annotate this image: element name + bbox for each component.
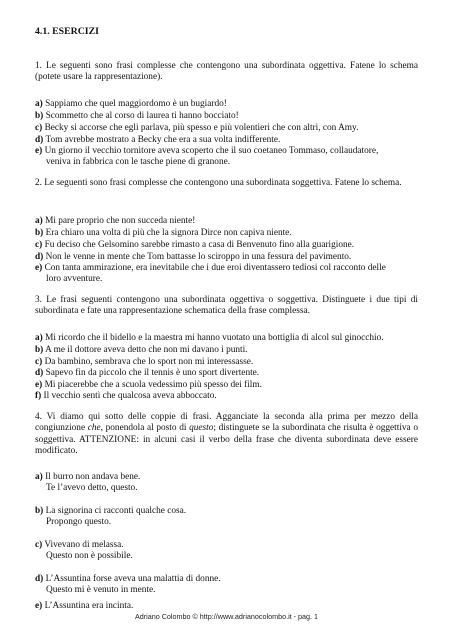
item-text: Mi piacerebbe che a scuola vedessimo più spesso dei film. bbox=[44, 380, 262, 390]
item-text: Un giorno il vecchio tornitore aveva scoperto che il suo coetaneo Tommaso, collaudatore, bbox=[44, 146, 379, 156]
instructions-text: ; distinguete se la subordinata che risulta è oggettiva o soggettiva. ATTENZIONE: in alcuni casi il verbo della frase che diventa subordinata deve essere modificato. bbox=[35, 423, 418, 457]
exercise-4-item-b bbox=[35, 506, 418, 529]
item-label: d) bbox=[35, 574, 44, 584]
item-text: Non le venne in mente che Tom battasse lo sciroppo in una fessura del pavimento. bbox=[45, 252, 352, 262]
item-label: c) bbox=[35, 357, 43, 367]
exercise-1-item-c bbox=[35, 123, 418, 134]
item-label: a) bbox=[35, 333, 43, 343]
item-text: L’Assuntina era incinta. bbox=[44, 601, 134, 611]
exercise-2-item-d bbox=[35, 252, 418, 263]
item-label: a) bbox=[35, 472, 43, 482]
item-text: La signorina ci racconti qualche cosa. bbox=[45, 506, 187, 516]
exercise-4-item-d bbox=[35, 574, 418, 597]
exercise-3-item-e bbox=[35, 380, 418, 391]
exercise-1-instructions: 1. Le seguenti sono frasi complesse che contengono una subordinata oggettiva. Fatene lo schema (potete usare la rappresentazione). bbox=[35, 61, 418, 83]
item-text: Tom avrebbe mostrato a Becky che era a sua volta indifferente. bbox=[45, 135, 281, 145]
item-label: e) bbox=[35, 601, 43, 611]
item-label: b) bbox=[35, 345, 44, 355]
item-label: b) bbox=[35, 228, 44, 238]
exercise-1-item-a bbox=[35, 99, 418, 110]
exercise-3-item-d bbox=[35, 368, 418, 379]
item-text: Sappiamo che quel maggiordomo è un bugiardo! bbox=[45, 99, 227, 109]
item-text: Becky si accorse che egli parlava, più spesso e più volentieri che con altri, con Amy. bbox=[44, 123, 359, 133]
exercise-2-item-c bbox=[35, 240, 418, 251]
item-text-continued: veniva in fabbrica con le tasche piene di granone. bbox=[46, 157, 231, 168]
item-text: Mi ricordo che il bidello e la maestra mi hanno vuotato una bottiglia di alcol sul ginocchio. bbox=[45, 333, 384, 343]
item-label: e) bbox=[35, 146, 43, 156]
item-label: e) bbox=[35, 263, 43, 273]
exercise-1-item-e bbox=[35, 146, 418, 169]
item-text: Con tanta ammirazione, era inevitabile che i due eroi diventassero tediosi col racconto delle bbox=[44, 263, 386, 273]
exercise-2-item-e bbox=[35, 263, 418, 286]
item-label: c) bbox=[35, 540, 43, 550]
item-text-second: Propongo questo. bbox=[46, 517, 112, 528]
item-text: Mi pare proprio che non succeda niente! bbox=[45, 216, 196, 226]
item-label: d) bbox=[35, 135, 44, 145]
page-footer: Adriano Colombo © http://www.adrianocolombo.it - pag. 1 bbox=[134, 612, 319, 621]
exercise-3-item-c bbox=[35, 357, 418, 368]
item-text-continued: loro avventure. bbox=[46, 274, 103, 285]
item-label: b) bbox=[35, 506, 44, 516]
item-text: Scommetto che al corso di laurea ti hanno bocciato! bbox=[45, 111, 239, 121]
exercise-4-item-e bbox=[35, 601, 418, 612]
instructions-text: , ponendola al posto di bbox=[100, 423, 190, 434]
item-label: a) bbox=[35, 216, 43, 226]
item-label: e) bbox=[35, 380, 43, 390]
exercise-3-instructions: 3. Le frasi seguenti contengono una subordinata oggettiva o soggettiva. Distinguete i due tipi di subordinata e fate una rappresentazione schematica della frase complessa. bbox=[35, 295, 418, 317]
item-text: Il burro non andava bene. bbox=[45, 472, 141, 482]
item-label: f) bbox=[35, 391, 42, 401]
instructions-emphasis-che: che bbox=[87, 423, 101, 434]
item-text: Era chiaro una volta di più che la signora Dirce non capiva niente. bbox=[45, 228, 292, 238]
exercise-4-item-a bbox=[35, 472, 418, 495]
item-text-second: Questo mi è venuto in mente. bbox=[46, 585, 156, 596]
item-text-second: Questo non è possibile. bbox=[46, 551, 133, 562]
exercise-1-item-b bbox=[35, 111, 418, 122]
exercise-3-item-a bbox=[35, 333, 418, 344]
exercise-3-item-b bbox=[35, 345, 418, 356]
item-text: Il vecchio sentì che qualcosa aveva abboccato. bbox=[43, 391, 217, 401]
exercise-3-item-f bbox=[35, 391, 418, 402]
item-text-second: Te l’avevo detto, questo. bbox=[46, 483, 138, 494]
exercise-1-item-d bbox=[35, 135, 418, 146]
item-text: Fu deciso che Gelsomino sarebbe rimasto a casa di Benvenuto fino alla guarigione. bbox=[44, 240, 355, 250]
item-text: Vivevano di melassa. bbox=[44, 540, 124, 550]
exercise-2-item-a bbox=[35, 216, 418, 227]
exercise-4-item-c bbox=[35, 540, 418, 563]
item-label: d) bbox=[35, 252, 44, 262]
instructions-emphasis-questo: questo bbox=[189, 423, 214, 434]
item-label: c) bbox=[35, 240, 43, 250]
exercise-2-item-b bbox=[35, 228, 418, 239]
item-text: L’Assuntina forse aveva una malattia di donne. bbox=[45, 574, 221, 584]
item-label: b) bbox=[35, 111, 44, 121]
item-text: Da bambino, sembrava che lo sport non mi interessasse. bbox=[44, 357, 254, 367]
item-label: c) bbox=[35, 123, 43, 133]
instructions-text: 4. Vi diamo qui sotto delle coppie di frasi. Agganciate la seconda alla prima per mezzo della congiunzione bbox=[35, 412, 418, 434]
item-label: d) bbox=[35, 368, 44, 378]
item-label: a) bbox=[35, 99, 43, 109]
item-text: Sapevo fin da piccolo che il tennis è uno sport divertente. bbox=[45, 368, 260, 378]
item-text: A me il dottore aveva detto che non mi davano i punti. bbox=[45, 345, 248, 355]
section-heading: 4.1. ESERCIZI bbox=[35, 26, 99, 37]
exercise-4-instructions bbox=[35, 412, 418, 458]
exercise-2-instructions: 2. Le seguenti sono frasi complesse che contengono una subordinata soggettiva. Fatene lo schema. bbox=[35, 178, 402, 188]
